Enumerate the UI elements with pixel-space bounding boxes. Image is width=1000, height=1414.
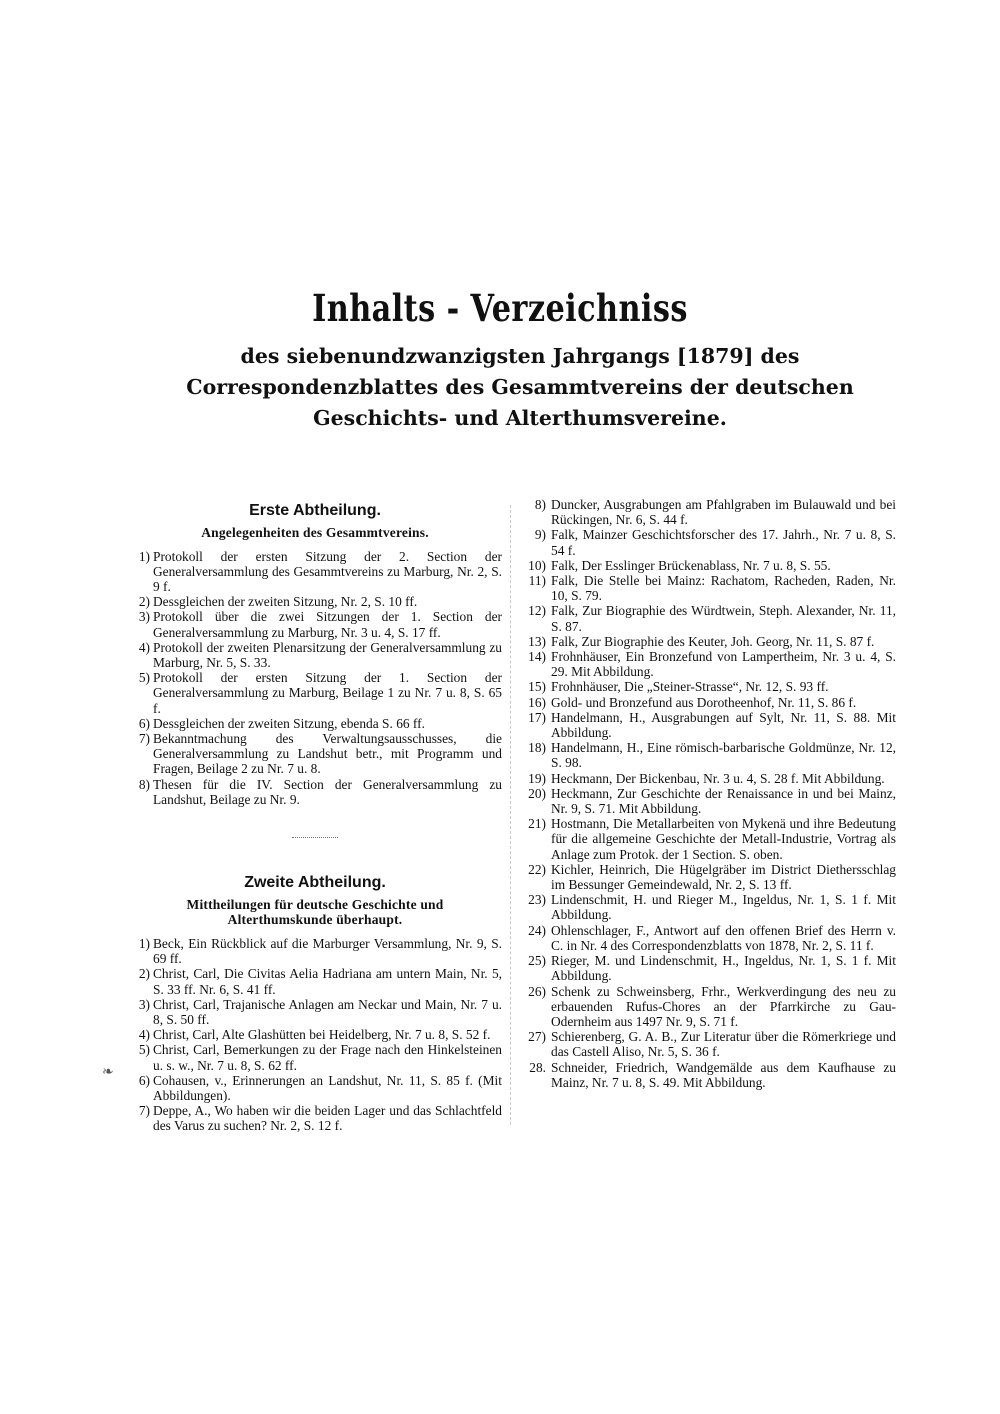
entry-number: 1) <box>138 935 150 951</box>
entry-text: Deppe, A., Wo haben wir die beiden Lager und das Schlachtfeld des Varus zu suchen? Nr. 2, S. 12 f. <box>153 1103 502 1134</box>
section-divider <box>292 837 338 838</box>
entry-text: Duncker, Ausgrabungen am Pfahlgraben im Bulauwald und bei Rückingen, Nr. 6, S. 44 f. <box>551 497 896 528</box>
page-subtitle: des siebenundzwanzigsten Jahrgangs [1879] des Correspondenzblattes des Gesammtvereins der deutschen Geschichts- und Alterthumsvereine. <box>186 344 854 430</box>
entry-text: Protokoll der zweiten Plenarsitzung der Generalversammlung zu Marburg, Nr. 5, S. 33. <box>153 639 502 670</box>
list-item <box>128 936 502 966</box>
entry-number: 6) <box>138 715 150 731</box>
column-rule <box>510 505 511 1125</box>
entry-text: Schneider, Friedrich, Wandgemälde aus dem Kaufhause zu Mainz, Nr. 7 u. 8, S. 49. Mit Abbildung. <box>551 1059 896 1090</box>
section-2-list-left <box>128 936 502 1134</box>
list-item <box>518 786 896 816</box>
list-item <box>518 558 896 573</box>
entry-number: 8) <box>138 776 150 792</box>
entry-number: 5) <box>138 1042 150 1058</box>
list-item <box>128 549 502 595</box>
section-1-list <box>128 549 502 807</box>
entry-text: Hostmann, Die Metallarbeiten von Mykenä und ihre Bedeutung für die allgemeine Geschichte der Metall-Industrie, Vortrag als Anlage zum Protok. der 1 Section. S. oben. <box>551 816 896 862</box>
list-item <box>518 497 896 527</box>
list-item <box>518 1029 896 1059</box>
entry-text: Heckmann, Zur Geschichte der Renaissance in und bei Mainz, Nr. 9, S. 71. Mit Abbildung. <box>551 785 896 817</box>
list-item <box>128 716 502 731</box>
entry-number: 12) <box>528 603 546 619</box>
entry-number: 22) <box>528 861 546 877</box>
list-item <box>518 527 896 557</box>
entry-number: 4) <box>138 1027 150 1043</box>
entry-number: 4) <box>138 639 150 655</box>
entry-number: 15) <box>528 679 546 695</box>
right-column <box>518 497 896 1090</box>
list-item <box>128 997 502 1027</box>
list-item <box>128 609 502 639</box>
page-title: Inhalts - Verzeichniss <box>312 286 688 330</box>
list-item <box>518 953 896 983</box>
entry-number: 5) <box>138 670 150 686</box>
section-2-list-right <box>518 497 896 1090</box>
section-1 <box>128 501 502 807</box>
entry-text: Kichler, Heinrich, Die Hügelgräber im District Diethersschlag im Bessunger Gemeindewald, Nr. 2, S. 13 ff. <box>551 861 896 893</box>
entry-number: 25) <box>528 953 546 969</box>
entry-text: Falk, Die Stelle bei Mainz: Rachatom, Racheden, Raden, Nr. 10, S. 79. <box>551 573 896 604</box>
entry-text: Heckmann, Der Bickenbau, Nr. 3 u. 4, S. 28 f. Mit Abbildung. <box>551 770 885 786</box>
section-heading: Erste Abtheilung. <box>249 502 381 519</box>
list-item <box>128 1073 502 1103</box>
entry-text: Handelmann, H., Eine römisch-barbarische Goldmünze, Nr. 12, S. 98. <box>551 740 896 771</box>
entry-number: 10) <box>528 557 546 573</box>
list-item <box>128 640 502 670</box>
entry-text: Thesen für die IV. Section der Generalversammlung zu Landshut, Beilage zu Nr. 9. <box>153 776 502 807</box>
list-item <box>518 740 896 770</box>
list-item <box>128 966 502 996</box>
list-item <box>518 695 896 710</box>
entry-number: 11) <box>528 573 546 589</box>
section-2 <box>128 873 502 1134</box>
entry-text: Dessgleichen der zweiten Sitzung, ebenda S. 66 ff. <box>153 715 425 731</box>
entry-number: 27) <box>528 1029 546 1045</box>
section-subheading: Angelegenheiten des Gesammtvereins. <box>201 525 429 540</box>
entry-number: 14) <box>528 649 546 665</box>
list-item <box>128 670 502 716</box>
list-item <box>518 679 896 694</box>
entry-text: Dessgleichen der zweiten Sitzung, Nr. 2, S. 10 ff. <box>153 594 418 610</box>
entry-text: Protokoll der ersten Sitzung der 2. Section der Generalversammlung des Gesammtvereins zu Marburg, Nr. 2, S. 9 f. <box>153 548 502 594</box>
list-item <box>128 594 502 609</box>
entry-text: Cohausen, v., Erinnerungen an Landshut, Nr. 11, S. 85 f. (Mit Abbildungen). <box>153 1072 502 1103</box>
entry-text: Protokoll der ersten Sitzung der 1. Section der Generalversammlung zu Marburg, Beilage 1 zu Nr. 7 u. 8, S. 65 f. <box>153 670 502 716</box>
entry-text: Handelmann, H., Ausgrabungen auf Sylt, Nr. 11, S. 88. Mit Abbildung. <box>551 709 896 741</box>
list-item <box>518 892 896 922</box>
list-item <box>128 1103 502 1133</box>
entry-number: 2) <box>138 966 150 982</box>
list-item <box>518 710 896 740</box>
list-item <box>518 1060 896 1090</box>
entry-text: Falk, Zur Biographie des Würdtwein, Steph. Alexander, Nr. 11, S. 87. <box>551 603 896 634</box>
entry-text: Schenk zu Schweinsberg, Frhr., Werkverdingung des neu zu erbauenden Rufus-Chores an der Pfarrkirche zu Gau-Odernheim aus 1497 Nr. 9, S. 71 f. <box>551 983 896 1029</box>
entry-text: Frohnhäuser, Ein Bronzefund von Lampertheim, Nr. 3 u. 4, S. 29. Mit Abbildung. <box>551 649 896 680</box>
entry-number: 24) <box>528 922 546 938</box>
entry-number: 23) <box>528 892 546 908</box>
entry-text: Schierenberg, G. A. B., Zur Literatur über die Römerkriege und das Castell Aliso, Nr. 5, S. 36 f. <box>551 1029 896 1060</box>
section-heading: Zweite Abtheilung. <box>244 873 386 891</box>
list-item <box>518 603 896 633</box>
list-item <box>518 862 896 892</box>
list-item <box>518 649 896 679</box>
entry-number: 8) <box>534 497 546 512</box>
list-item <box>518 634 896 649</box>
list-item <box>518 573 896 603</box>
entry-text: Rieger, M. und Lindenschmit, H., Ingeldus, Nr. 1, S. 1 f. Mit Abbildung. <box>551 953 896 984</box>
entry-text: Christ, Carl, Bemerkungen zu der Frage nach den Hinkelsteinen u. s. w., Nr. 7 u. 8, S. 62 ff. <box>153 1042 502 1073</box>
entry-number: 1) <box>138 548 150 564</box>
entry-number: 16) <box>528 694 546 710</box>
margin-mark-icon: ❧ <box>102 1065 114 1080</box>
entry-text: Christ, Carl, Die Civitas Aelia Hadriana am untern Main, Nr. 5, S. 33 ff. Nr. 6, S. 41 ff. <box>153 966 502 997</box>
entry-number: 28. <box>529 1059 546 1075</box>
entry-text: Christ, Carl, Trajanische Anlagen am Neckar und Main, Nr. 7 u. 8, S. 50 ff. <box>153 996 502 1027</box>
entry-number: 13) <box>528 633 546 649</box>
list-item <box>518 984 896 1030</box>
list-item <box>518 771 896 786</box>
entry-text: Falk, Zur Biographie des Keuter, Joh. Georg, Nr. 11, S. 87 f. <box>551 633 875 649</box>
entry-number: 6) <box>138 1072 150 1088</box>
entry-number: 2) <box>138 594 150 610</box>
entry-number: 20) <box>528 785 546 801</box>
entry-number: 17) <box>528 709 546 725</box>
entry-number: 7) <box>138 1103 150 1119</box>
entry-text: Bekanntmachung des Verwaltungsausschusses, die Generalversammlung zu Landshut betr., mit Programm und Fragen, Beilage 2 zu Nr. 7 u. 8. <box>153 730 502 777</box>
entry-number: 3) <box>138 996 150 1012</box>
entry-number: 26) <box>528 983 546 999</box>
entry-text: Frohnhäuser, Die „Steiner-Strasse“, Nr. 12, S. 93 ff. <box>551 679 829 695</box>
entry-text: Falk, Der Esslinger Brückenablass, Nr. 7 u. 8, S. 55. <box>551 557 831 573</box>
entry-text: Protokoll über die zwei Sitzungen der 1. Section der Generalversammlung zu Marburg, Nr. 3 u. 4, S. 17 ff. <box>153 609 502 640</box>
left-column <box>128 501 502 1134</box>
entry-text: Beck, Ein Rückblick auf die Marburger Versammlung, Nr. 9, S. 69 ff. <box>153 935 502 967</box>
entry-text: Lindenschmit, H. und Rieger M., Ingeldus, Nr. 1, S. 1 f. Mit Abbildung. <box>551 892 896 923</box>
entry-number: 18) <box>528 740 546 756</box>
entry-text: Falk, Mainzer Geschichtsforscher des 17. Jahrh., Nr. 7 u. 8, S. 54 f. <box>551 527 896 558</box>
list-item <box>518 816 896 862</box>
entry-number: 21) <box>528 816 546 832</box>
entry-number: 9) <box>534 527 546 543</box>
entry-number: 7) <box>138 730 150 746</box>
list-item <box>128 777 502 807</box>
section-subheading: Mittheilungen für deutsche Geschichte und Alterthumskunde überhaupt. <box>186 896 444 928</box>
entry-text: Ohlenschlager, F., Antwort auf den offenen Brief des Herrn v. C. in Nr. 4 des Correspondenzblatts von 1878, Nr. 2, S. 11 f. <box>551 922 896 953</box>
list-item <box>518 923 896 953</box>
entry-number: 19) <box>528 770 546 786</box>
list-item <box>128 1042 502 1072</box>
list-item <box>128 1027 502 1042</box>
entry-number: 3) <box>138 609 150 625</box>
entry-text: Christ, Carl, Alte Glashütten bei Heidelberg, Nr. 7 u. 8, S. 52 f. <box>153 1027 491 1043</box>
entry-text: Gold- und Bronzefund aus Dorotheenhof, Nr. 11, S. 86 f. <box>551 694 857 710</box>
list-item <box>128 731 502 777</box>
